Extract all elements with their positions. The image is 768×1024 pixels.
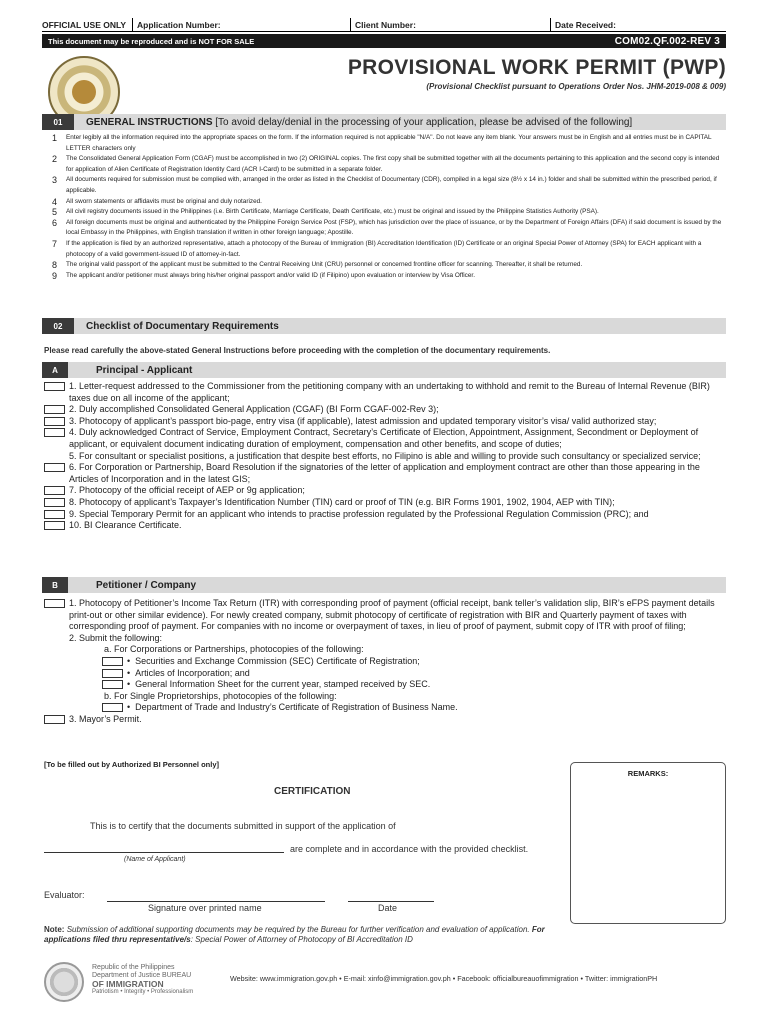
official-use-row — [42, 18, 726, 32]
instruction-text: The Consolidated General Application Form (CGAF) must be accomplished in two (2) ORIGINAL copies. The first copy shall be submitted together with all the documents pertaining to this application and the second copy is intended for application of Alien Certificate of Registration Identity Card (ACR I-Card) to be submitted in a separate folder. — [66, 155, 720, 173]
requirement-checkbox[interactable] — [44, 428, 65, 437]
application-number-field[interactable]: Application Number: — [132, 18, 350, 32]
section-title-text: GENERAL INSTRUCTIONS — [86, 116, 213, 128]
instruction-number: 2 — [52, 154, 58, 165]
evaluator-label: Evaluator: — [44, 890, 85, 900]
remarks-box[interactable] — [570, 762, 726, 924]
requirement-text: 9. Special Temporary Permit for an applicant who intends to practise profession regulated by the Professional Regulation Commission (PRC); and — [69, 508, 649, 519]
group-title: Petitioner / Company — [96, 579, 197, 591]
requirement-checkbox[interactable] — [44, 382, 65, 391]
instruction-item — [52, 154, 728, 175]
petitioner-requirements-list — [44, 598, 728, 726]
requirement-checkbox[interactable] — [44, 599, 65, 608]
requirement-text: 10. BI Clearance Certificate. — [69, 520, 182, 531]
footnote — [44, 925, 564, 945]
form-code: COM02.QF.002-REV 3 — [614, 35, 720, 47]
bullet: • — [127, 667, 136, 678]
instruction-item — [52, 239, 728, 260]
requirement-item — [44, 416, 728, 428]
instruction-text: The applicant and/or petitioner must always bring his/her original passport and/or valid ID (if Filipino) upon evaluation or interview by Visa Officer. — [66, 271, 475, 279]
requirement-checkbox[interactable] — [44, 405, 65, 414]
instruction-text: All sworn statements or affidavits must be original and duly notarized. — [66, 197, 262, 205]
requirement-text: 3. Mayor’s Permit. — [69, 713, 142, 724]
instruction-text: All documents required for submission must be complied with, arranged in the order as listed in the Checklist of Documentary (CDR), compiled in a legal size (8½ x 14 in.) folder and shall be submitted within the prescribed period, if applicable. — [66, 176, 717, 194]
instruction-number: 8 — [52, 260, 58, 271]
requirement-checkbox[interactable] — [44, 498, 65, 507]
sub-item-text: Department of Trade and Industry’s Certificate of Registration of Business Name. — [135, 702, 458, 713]
instruction-item — [52, 175, 728, 196]
requirement-item — [44, 497, 728, 509]
official-use-label: OFFICIAL USE ONLY — [42, 18, 132, 32]
requirement-text: 2. Duly accomplished Consolidated General Application (CGAF) (BI Form CGAF-002-Rev 3); — [69, 404, 439, 415]
page-title: PROVISIONAL WORK PERMIT (PWP) — [347, 56, 726, 79]
requirement-checkbox-spacer — [44, 634, 65, 643]
requirement-item — [44, 404, 728, 416]
instruction-number: 9 — [52, 270, 58, 281]
footer-contacts: Website: www.immigration.gov.ph • E-mail: xinfo@immigration.gov.ph • Facebook: officialbureauofimmigration • Twitter: immigrationPH — [230, 974, 658, 983]
page-subtitle: (Provisional Checklist pursuant to Operations Order Nos. JHM-2019-008 & 009) — [426, 82, 726, 91]
page-footer — [44, 960, 728, 1004]
requirement-checkbox[interactable] — [44, 463, 65, 472]
sub-item-text: Securities and Exchange Commission (SEC) Certificate of Registration; — [135, 655, 420, 666]
footer-line-1: Republic of the Philippines — [92, 964, 175, 971]
footnote-label: Note: — [44, 925, 65, 934]
footnote-text-end: : Special Power of Attorney of Photocopy of BI Accreditation ID — [190, 935, 413, 944]
footer-line-2: Department of Justice BUREAU — [92, 972, 192, 979]
date-caption: Date — [378, 903, 398, 913]
requirement-item — [44, 451, 728, 463]
requirement-text: 3. Photocopy of applicant’s passport bio-page, entry visa (if applicable), latest admission and updated temporary visitor’s visa/ valid authorized stay; — [69, 415, 657, 426]
requirement-item — [44, 485, 728, 497]
instruction-item — [52, 207, 728, 218]
notice-text: This document may be reproduced and is NOT FOR SALE — [48, 36, 255, 46]
signature-caption: Signature over printed name — [148, 903, 262, 913]
instruction-text: The original valid passport of the applicant must be submitted to the Central Receiving Unit (CRU) personnel or concerned frontline officer for scanning. Thereafter, it shall be returned. — [66, 261, 583, 269]
sub-item-checkbox[interactable] — [102, 657, 123, 666]
sub-item — [44, 668, 728, 680]
sub-item-text: General Information Sheet for the current year, stamped received by SEC. — [135, 679, 431, 690]
instruction-item — [52, 218, 728, 239]
group-petitioner-company — [42, 577, 726, 593]
requirement-checkbox-spacer — [44, 452, 65, 461]
requirement-checkbox[interactable] — [44, 521, 65, 530]
date-received-field[interactable]: Date Received: — [550, 18, 726, 32]
principal-requirements-list — [44, 381, 728, 532]
instruction-text: If the application is filed by an authorized representative, attach a photocopy of the Bureau of Immigration (BI) Accreditation Identification (ID) Certificate or an original Special Power of Attorney (SPA) for EACH applicant with a photocopy of a valid government-issued ID of attorney-in-fact. — [66, 239, 702, 258]
date-line[interactable] — [348, 901, 434, 902]
notice-bar — [42, 34, 726, 48]
requirement-text: 7. Photocopy of the official receipt of AEP or 9g application; — [69, 485, 305, 496]
instruction-item — [52, 133, 728, 154]
bi-personnel-note: [To be filled out by Authorized BI Personnel only] — [44, 760, 220, 769]
client-number-field[interactable]: Client Number: — [350, 18, 550, 32]
requirement-text: 5. For consultant or specialist positions, a justification that despite best efforts, no Filipino is able and willing to provide such consultancy or specialized service; — [69, 450, 701, 461]
instruction-number: 7 — [52, 238, 58, 249]
instruction-text: All foreign documents must be original and authenticated by the Philippine Foreign Service Post (FSP), which has jurisdiction over the place of issuance, or by the Department of Foreign Affairs (DFA) if said document is issued by the local Embassy in the Philippines, with English translation if written in other foreign language; Apostille. — [66, 218, 722, 237]
requirement-item — [44, 520, 728, 532]
section-number: 02 — [42, 318, 74, 334]
section-general-instructions — [42, 114, 726, 130]
instruction-number: 4 — [52, 196, 58, 207]
instruction-item — [52, 197, 728, 208]
requirement-item — [44, 598, 728, 633]
requirement-checkbox[interactable] — [44, 510, 65, 519]
footnote-text: Submission of additional supporting documents may be required by the Bureau for further verification and evaluation of application. — [66, 925, 530, 934]
requirement-item — [44, 427, 728, 450]
sub-heading — [44, 644, 728, 656]
sub-item-checkbox[interactable] — [102, 680, 123, 689]
footnote-text-bold: For applications filed thru representative/s — [44, 925, 545, 944]
requirement-text: 1. Letter-request addressed to the Commissioner from the petitioning company with an undertaking to withhold and remit to the Bureau of Internal Revenue (BIR) taxes due on all income of the applicant; — [69, 381, 710, 403]
instruction-number: 6 — [52, 217, 58, 228]
group-letter: B — [42, 577, 68, 593]
instruction-number: 3 — [52, 175, 58, 186]
requirement-checkbox[interactable] — [44, 417, 65, 426]
section-title-text: Checklist of Documentary Requirements — [86, 320, 279, 332]
signature-line[interactable] — [107, 901, 325, 902]
sub-heading-b: b. For Single Proprietorships, photocopies of the following: — [104, 690, 337, 701]
requirement-text: 6. For Corporation or Partnership, Board Resolution if the signatories of the letter of application and employment contract are other than those appearing in the Articles of Incorporation and in the latest GIS; — [69, 462, 700, 484]
requirement-text: 1. Photocopy of Petitioner’s Income Tax Return (ITR) with corresponding proof of payment (official receipt, bank teller’s validation slip, BIR’s eFPS payment details print-out or other similar evidence). For newly created company, submit photocopy of certificate of registration with BIR and Quarterly payment of taxes with corresponding proof of payment. For companies with no income or overpayment of taxes, in lieu of proof of payment, submit copy of ITR with proof of filing; — [69, 598, 715, 632]
footer-line-3: OF IMMIGRATION — [92, 979, 164, 989]
section-title — [86, 117, 632, 128]
instructions-list — [52, 133, 728, 281]
footer-org — [92, 964, 193, 996]
requirement-item — [44, 462, 728, 485]
certification-text: This is to certify that the documents submitted in support of the application of — [90, 821, 396, 831]
certification-text-2: are complete and in accordance with the provided checklist. — [290, 844, 529, 854]
bullet: • — [127, 679, 136, 690]
requirement-text: 4. Duly acknowledged Contract of Service, Employment Contract, Secretary’s Certificate of Election, Appointment, Assignment, Secondment or Deployment of applicant, or equivalent document indicating duration of employment, compensation and other benefits, and scope of duties; — [69, 427, 699, 449]
sub-item-checkbox[interactable] — [102, 703, 123, 712]
instruction-text: All civil registry documents issued in the Philippines (i.e. Birth Certificate, Marriage Certificate, Death Certificate, etc.) must be original and issued by the Philippine Statistics Authority (PSA). — [66, 208, 599, 216]
bullet: • — [127, 655, 136, 666]
applicant-name-line[interactable] — [44, 852, 284, 853]
requirement-checkbox[interactable] — [44, 486, 65, 495]
group-title: Principal - Applicant — [96, 364, 193, 376]
sub-item — [44, 656, 728, 668]
sub-heading — [44, 691, 728, 703]
instruction-number: 5 — [52, 207, 58, 218]
footer-tagline: Patriotism • Integrity • Professionalism — [92, 989, 194, 995]
sub-item-checkbox[interactable] — [102, 669, 123, 678]
instruction-number: 1 — [52, 133, 58, 143]
section-note: [To avoid delay/denial in the processing of your application, please be advised of the following] — [215, 116, 633, 128]
applicant-name-caption: (Name of Applicant) — [124, 856, 186, 863]
instruction-item — [52, 271, 728, 282]
certification-title: CERTIFICATION — [274, 786, 351, 797]
group-principal-applicant — [42, 362, 726, 378]
checklist-intro: Please read carefully the above-stated General Instructions before proceeding with the completion of the documentary requirements. — [44, 346, 551, 355]
requirement-checkbox[interactable] — [44, 715, 65, 724]
remarks-label: REMARKS: — [627, 769, 669, 778]
sub-item — [44, 679, 728, 691]
bullet: • — [127, 702, 136, 713]
requirement-item — [44, 509, 728, 521]
sub-item — [44, 702, 728, 714]
section-number: 01 — [42, 114, 74, 130]
requirement-item — [44, 714, 728, 726]
instruction-text: Enter legibly all the information required into the appropriate spaces on the form. If the information required is not applicable "N/A". Do not leave any item blank. Your answers must be in English and all entries must be in CAPITAL LETTER characters only — [66, 134, 712, 152]
instruction-item — [52, 260, 728, 271]
requirement-item — [44, 633, 728, 645]
requirement-text: 2. Submit the following: — [69, 632, 163, 643]
sub-item-text: Articles of Incorporation; and — [135, 667, 250, 678]
requirement-item — [44, 381, 728, 404]
requirement-text: 8. Photocopy of applicant’s Taxpayer’s Identification Number (TIN) card or proof of TIN (e.g. BIR Forms 1901, 1902, 1904, AEP with TIN); — [69, 496, 615, 507]
section-checklist — [42, 318, 726, 334]
footer-seal-logo — [44, 962, 84, 1002]
group-letter: A — [42, 362, 68, 378]
sub-heading-a: a. For Corporations or Partnerships, photocopies of the following: — [104, 644, 364, 655]
